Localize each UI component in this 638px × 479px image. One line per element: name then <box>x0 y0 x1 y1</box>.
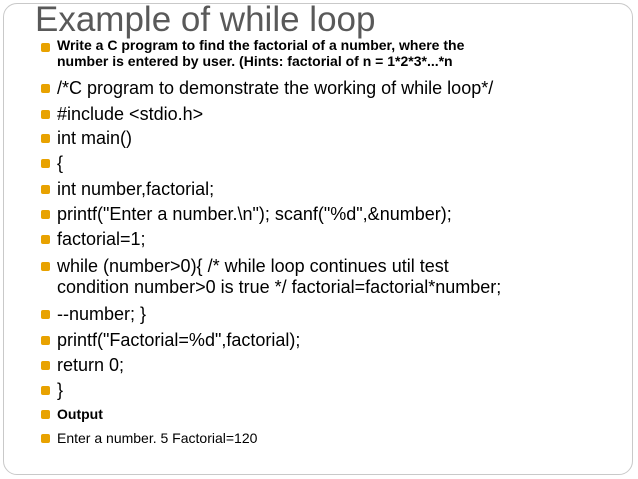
bullet-text-line: Enter a number. 5 Factorial=120 <box>57 430 258 446</box>
bullet-text-line: printf("Enter a number.\n"); scanf("%d",&number); <box>57 204 452 224</box>
bullet-square-icon <box>41 43 50 52</box>
bullet-square-icon <box>41 262 50 271</box>
bullet-text-line: --number; } <box>57 304 147 324</box>
bullet-square-icon <box>41 310 50 319</box>
bullet-text-line: int main() <box>57 128 133 148</box>
bullet-text-line: Output <box>57 406 103 422</box>
bullet-square-icon <box>41 410 50 419</box>
bullet-square-icon <box>41 434 50 443</box>
bullet-text-line: return 0; <box>57 355 125 375</box>
bullet-text-line: number is entered by user. (Hints: factorial of n = 1*2*3*...*n <box>57 53 453 69</box>
bullet-square-icon <box>41 386 50 395</box>
bullet-text-line: printf("Factorial=%d",factorial); <box>57 330 301 350</box>
bullet-square-icon <box>41 361 50 370</box>
bullet-text-line: Write a C program to find the factorial of a number, where the <box>57 37 465 53</box>
bullet-square-icon <box>41 159 50 168</box>
bullet-text-line: #include <stdio.h> <box>57 104 204 124</box>
bullet-square-icon <box>41 336 50 345</box>
bullet-square-icon <box>41 210 50 219</box>
bullet-text-line: while (number>0){ /* while loop continues util test <box>57 256 449 276</box>
bullet-text-line: /*C program to demonstrate the working of while loop*/ <box>57 78 494 98</box>
bullet-text-line: } <box>57 380 64 400</box>
bullet-text-line: { <box>57 153 64 173</box>
bullet-square-icon <box>41 185 50 194</box>
bullet-square-icon <box>41 235 50 244</box>
bullet-text-line: int number,factorial; <box>57 179 215 199</box>
bullet-square-icon <box>41 134 50 143</box>
bullet-square-icon <box>41 110 50 119</box>
bullet-text-line: condition number>0 is true */ factorial=factorial*number; <box>57 277 502 297</box>
bullet-text-line: factorial=1; <box>57 229 146 249</box>
bullet-square-icon <box>41 84 50 93</box>
slide-title: Example of while loop <box>35 0 376 39</box>
